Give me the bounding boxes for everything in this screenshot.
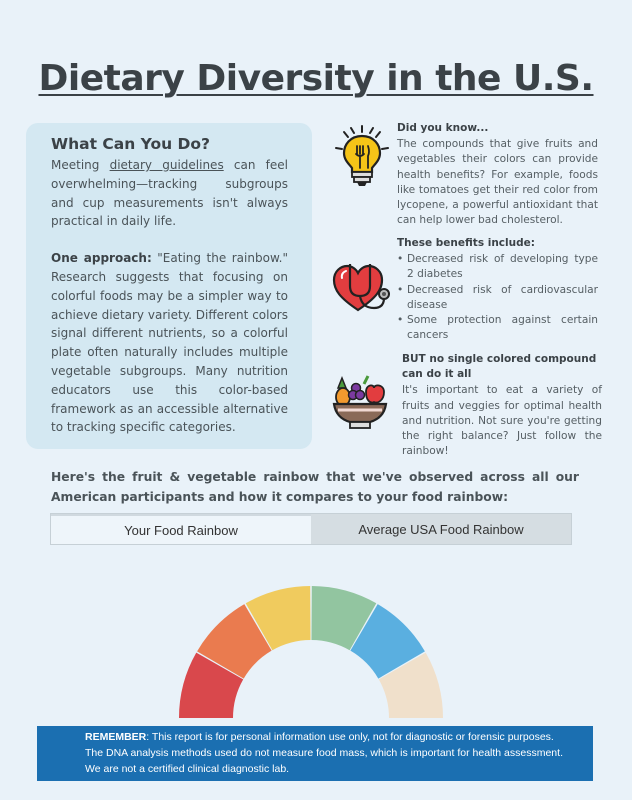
benefits-list: [397, 252, 598, 343]
fruit-bowl-icon: [330, 370, 390, 434]
card-p2-text: "Eating the rainbow." Research suggests that focusing on colorful foods may be a simpler way to achieve dietary variety. Different colors signal different nutrients, so a colorful plate often naturally includes multiple vegetable subgroups. Many nutrition educators use this color-based framework as an accessible alternative to tracking specific categories.: [51, 251, 288, 435]
tab-average-usa-food-rainbow[interactable]: Average USA Food Rainbow: [358, 521, 524, 537]
did-you-know-heading: Did you know...: [397, 122, 489, 134]
card-paragraph-1: [51, 156, 288, 231]
card-heading: What Can You Do?: [51, 135, 211, 153]
lightbulb-fork-icon: [330, 124, 390, 188]
remember-text: : This report is for personal information use only, not for diagnostic or forensic purposes. The DNA analysis methods used do not measure food mass, which is important for health assessment. We are not a certified clinical diagnostic lab.: [85, 731, 563, 775]
dietary-guidelines-link[interactable]: dietary guidelines: [109, 158, 224, 172]
card-p2-bold: One approach:: [51, 251, 152, 266]
benefits-heading: These benefits include:: [397, 237, 535, 249]
remember-label: REMEMBER: [85, 731, 147, 743]
no-single-heading: BUT no single colored compound can do it all: [402, 353, 597, 381]
card-p1-pre: Meeting: [51, 158, 110, 172]
list-item: • Decreased risk of developing type 2 diabetes: [397, 252, 598, 282]
list-item: • Decreased risk of cardiovascular disease: [397, 283, 598, 313]
card-paragraph-2: [51, 249, 288, 437]
page-title: Dietary Diversity in the U.S.: [38, 58, 594, 99]
rainbow-intro: Here's the fruit & vegetable rainbow that we've observed across all our American participants and how it compares to your food rainbow:: [51, 470, 579, 504]
remember-disclaimer: [37, 726, 593, 781]
rainbow-tabs: [50, 513, 572, 545]
heart-stethoscope-icon: [330, 258, 390, 322]
no-single-text: It's important to eat a variety of fruits and veggies for optimal health and nutrition. Not sure you're getting the right balance? Just follow the rainbow!: [402, 384, 602, 458]
tab-your-food-rainbow[interactable]: Your Food Rainbow: [51, 514, 311, 544]
did-you-know-text: The compounds that give fruits and vegetables their colors can provide health benefits? For example, foods like tomatoes get their red color from lycopene, a powerful antioxidant that can help lower bad cholesterol.: [397, 138, 598, 227]
card-p1-post: can feel overwhelming—tracking subgroups and cup measurements isn't always practical in daily life.: [51, 158, 288, 229]
food-rainbow-chart: [176, 582, 446, 722]
list-item: • Some protection against certain cancers: [397, 313, 598, 343]
what-can-you-do-card: [26, 123, 312, 449]
